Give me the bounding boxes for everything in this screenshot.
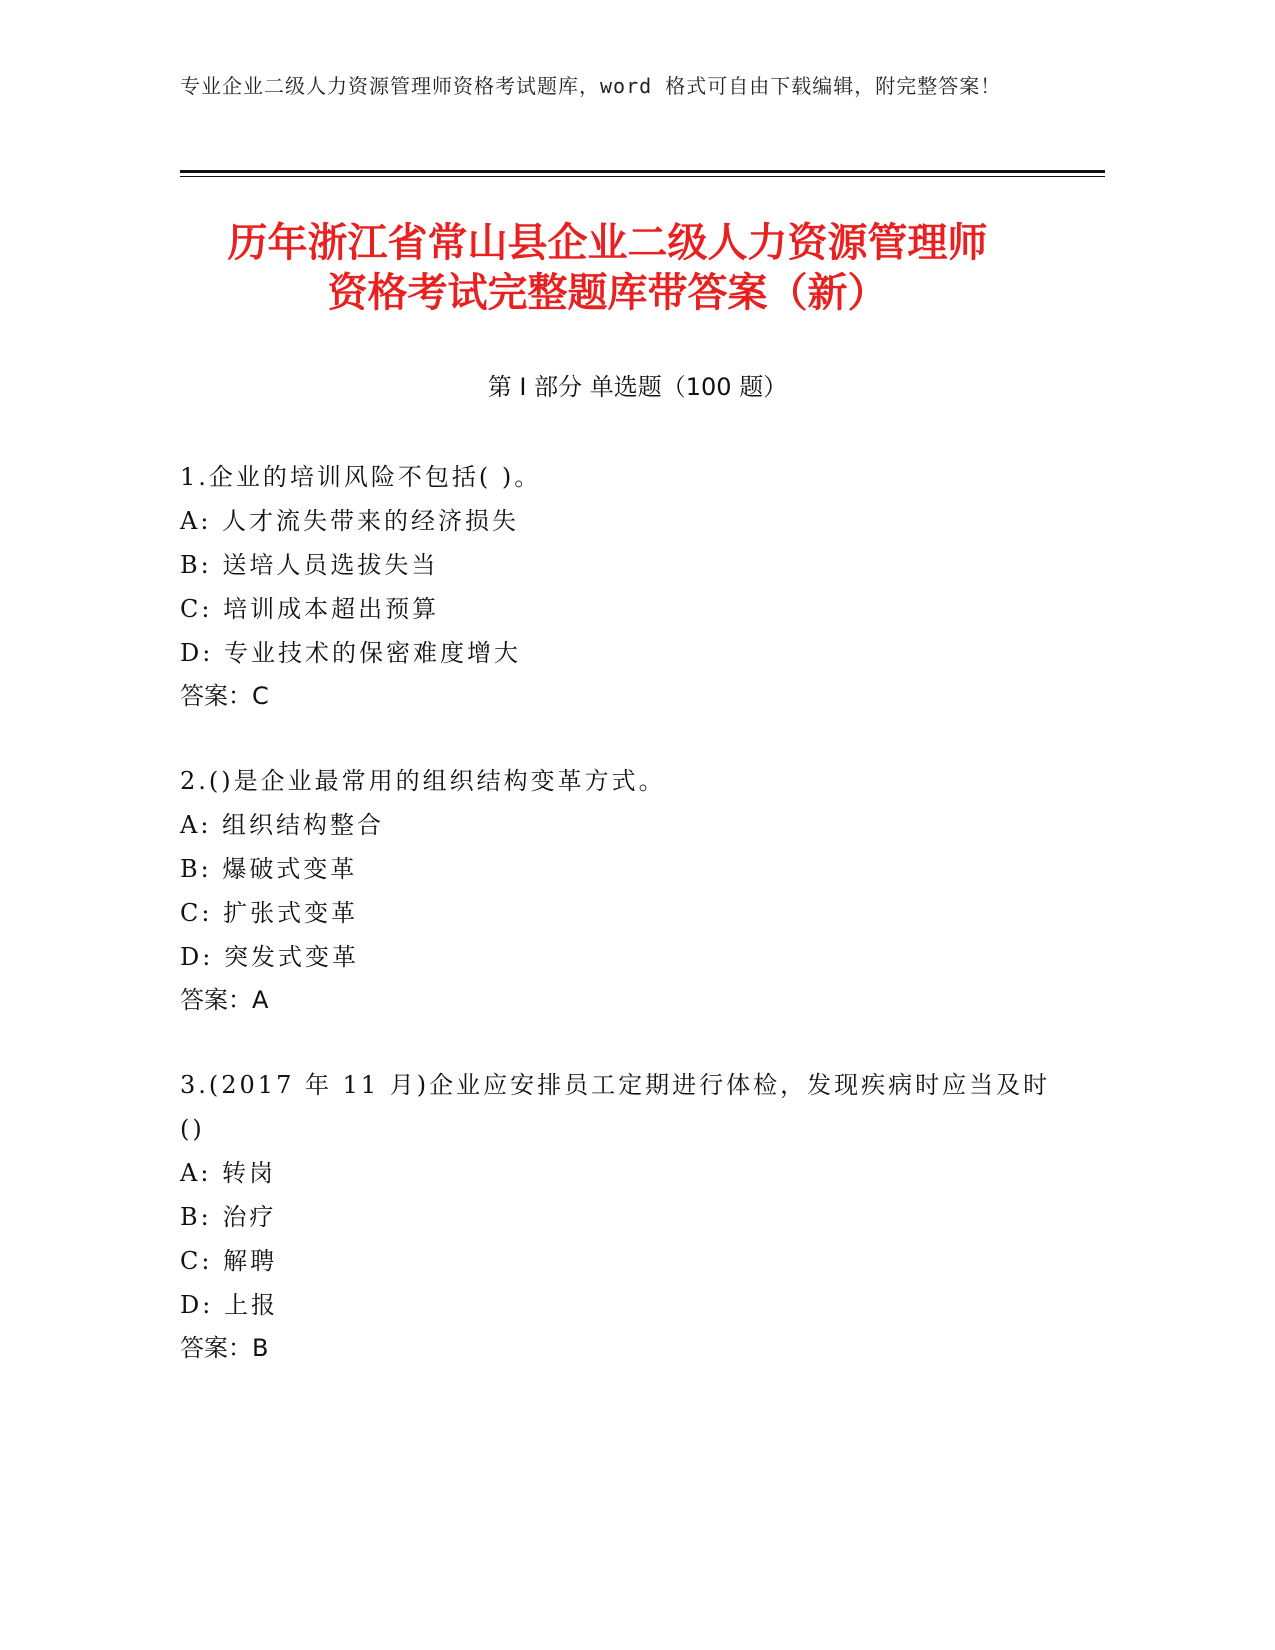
option-d: D: 突发式变革 — [180, 943, 359, 971]
answer-line: 答案：A — [180, 986, 269, 1014]
header-note: 专业企业二级人力资源管理师资格考试题库，word 格式可自由下载编辑，附完整答案！ — [180, 74, 1002, 98]
answer-line: 答案：C — [180, 682, 269, 710]
option-c: C: 培训成本超出预算 — [180, 595, 440, 623]
document-title — [150, 218, 1065, 318]
title-line-2: 资格考试完整题库带答案（新） — [327, 270, 888, 316]
answer-line: 答案：B — [180, 1334, 269, 1362]
section-heading: 第 I 部分 单选题（100 题） — [487, 373, 788, 401]
question-stem: 1.企业的培训风险不包括( )。 — [180, 463, 542, 491]
question-2 — [180, 759, 1060, 1021]
title-line-1: 历年浙江省常山县企业二级人力资源管理师 — [227, 220, 988, 266]
option-a: A: 组织结构整合 — [180, 811, 385, 839]
option-d: D: 上报 — [180, 1291, 278, 1319]
question-3 — [180, 1063, 1060, 1369]
option-d: D: 专业技术的保密难度增大 — [180, 639, 521, 667]
question-list — [180, 455, 1060, 1411]
option-b: B: 爆破式变革 — [180, 855, 358, 883]
question-stem: 3.(2017 年 11 月)企业应安排员工定期进行体检，发现疾病时应当及时() — [180, 1071, 1051, 1143]
option-c: C: 扩张式变革 — [180, 899, 359, 927]
option-a: A: 人才流失带来的经济损失 — [180, 507, 520, 535]
question-1 — [180, 455, 1060, 717]
option-b: B: 治疗 — [180, 1203, 277, 1231]
header-rule-thin — [180, 176, 1105, 177]
header-rule-thick — [180, 170, 1105, 173]
option-b: B: 送培人员选拔失当 — [180, 551, 439, 579]
option-c: C: 解聘 — [180, 1247, 278, 1275]
question-stem: 2.()是企业最常用的组织结构变革方式。 — [180, 767, 666, 795]
option-a: A: 转岗 — [180, 1159, 277, 1187]
